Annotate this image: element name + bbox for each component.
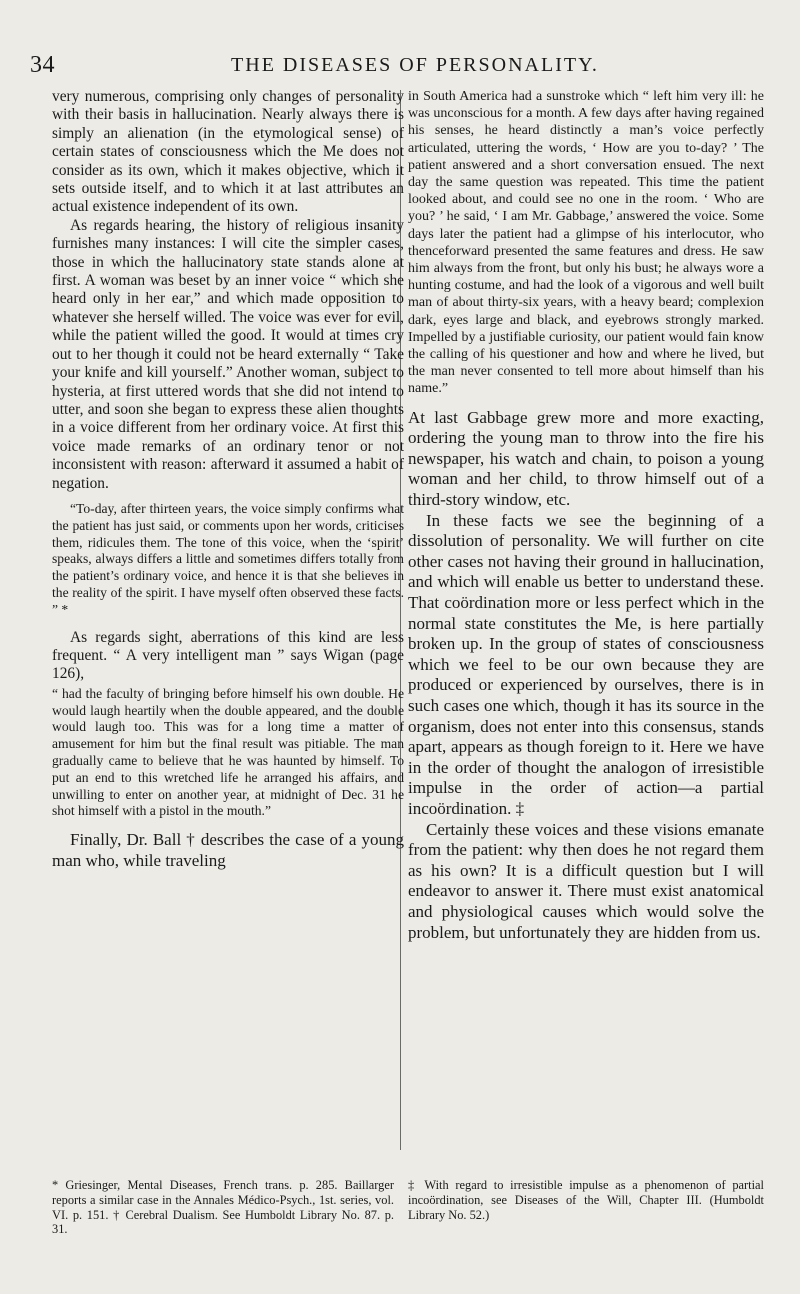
paragraph: very numerous, comprising only changes of personality with their basis in hallucination. Nearly always there is simply an alienation (in the etymological sense) of certain states of consciousness which the Me does not consider as its own, which it makes objective, which it sets outside itself, and to which it at last attributes an actual existence independent of its own. (52, 88, 404, 216)
block-quote: “To-day, after thirteen years, the voice simply confirms what the patient has just said, or comments upon her words, criticises them, ridicules them. The tone of this voice, when the ‘spirit’ speaks, always differs a little and sometimes differs totally from the patient’s ordinary voice, and hence it is that she believes in the reality of the spirit. I have myself often observed these facts. ” * (52, 500, 404, 617)
paragraph: At last Gabbage grew more and more exacting, ordering the young man to throw into the fire his newspaper, his watch and chain, to poison a young woman and her child, to throw himself out of a third-story window, etc. (408, 407, 764, 510)
paragraph: Certainly these voices and these visions emanate from the patient: why then does he not regard them as his own? It is a difficult question but I will endeavor to answer it. There must exist anatomical and physiological causes which would solve the problem, but unfortunately they are hidden from us. (408, 819, 764, 942)
page-header (28, 52, 772, 78)
paragraph: In these facts we see the beginning of a dissolution of personality. We will further on cite other cases not having their ground in hallucination, and which will enable us better to understand these. That coördination more or less perfect which in the normal state constitutes the Me, is here partially broken up. In the group of states of consciousness which we feel to be our own because they are produced or experienced by ourselves, there is in such cases one which, though it has its source in the organism, does not enter into this consensus, stands apart, appears as though foreign to it. Here we have in the order of thought the analogon of irresistible impulse in the order of action—a partial incoördination. ‡ (408, 510, 764, 818)
page-number: 34 (30, 52, 55, 78)
right-column (408, 88, 764, 943)
footnote: ‡ With regard to irresistible impulse as a phenomenon of partial incoördination, see Diseases of the Will, Chapter III. (Humboldt Library No. 52.) (408, 1178, 764, 1222)
paragraph: Finally, Dr. Ball † describes the case of a young man who, while traveling (52, 830, 404, 870)
block-quote: in South America had a sunstroke which “ left him very ill: he was unconscious for a month. A few days after having regained his senses, he heard distinctly a man’s voice perfectly articulated, uttering the words, ‘ How are you to-day? ’ The patient answered and a short conversation ensued. The next day the same question was repeated. This time the patient looked about, and could see no one in the room. ‘ Who are you? ’ he said, ‘ I am Mr. Gabbage,’ answered the voice. Some days later the patient had a glimpse of his interlocutor, who thenceforward presented the same features and dress. He saw him always from the front, but only his bust; he always wore a hunting costume, and had the look of a vigorous and well built man of about thirty-six years, with a heavy beard; complexion dark, eyes large and black, and eyebrows strongly marked. Impelled by a justifiable curiosity, our patient would fain know the calling of his questioner and how and where he lived, but the man never consented to tell more about himself than his name.” (408, 89, 764, 397)
paragraph: As regards sight, aberrations of this kind are less frequent. “ A very intelligent man ” says Wigan (page 126), (52, 628, 404, 683)
footnotes-right (408, 1178, 764, 1222)
footnotes-left (52, 1178, 394, 1237)
paragraph: As regards hearing, the history of religious insanity furnishes many instances: I will cite the simpler cases, those in which the hallucinatory state stands alone at first. A woman was beset by an inner voice “ which she heard only in her ear,” and which made opposition to whatever she herself willed. The voice was ever for evil, while the patient willed the good. It would at times cry out to her though it could not be heard externally “ Take your knife and kill yourself.” Another woman, subject to hysteria, at first uttered words that she did not intend to utter, and soon she began to express these alien thoughts in a voice different from her ordinary voice. At first this voice made remarks of an ordinary tenor or not inconsistent with reason: afterward it assumed a habit of negation. (52, 216, 404, 492)
left-column (52, 88, 404, 871)
footnote: * Griesinger, Mental Diseases, French trans. p. 285. Baillarger reports a similar case in the Annales Médico-Psych., 1st. series, vol. VI. p. 151. † Cerebral Dualism. See Humboldt Library No. 87. p. 31. (52, 1178, 394, 1237)
block-quote: “ had the faculty of bringing before himself his own double. He would laugh heartily when the double appeared, and the double would laugh too. This was for a long time a matter of amusement for him but the final result was pitiable. The man gradually came to believe that he was haunted by himself. To put an end to this wretched life he arranged his affairs, and unwilling to enter on another year, at midnight of Dec. 31 he shot himself with a pistol in the mouth.” (52, 685, 404, 819)
running-title: THE DISEASES OF PERSONALITY. (231, 54, 599, 76)
